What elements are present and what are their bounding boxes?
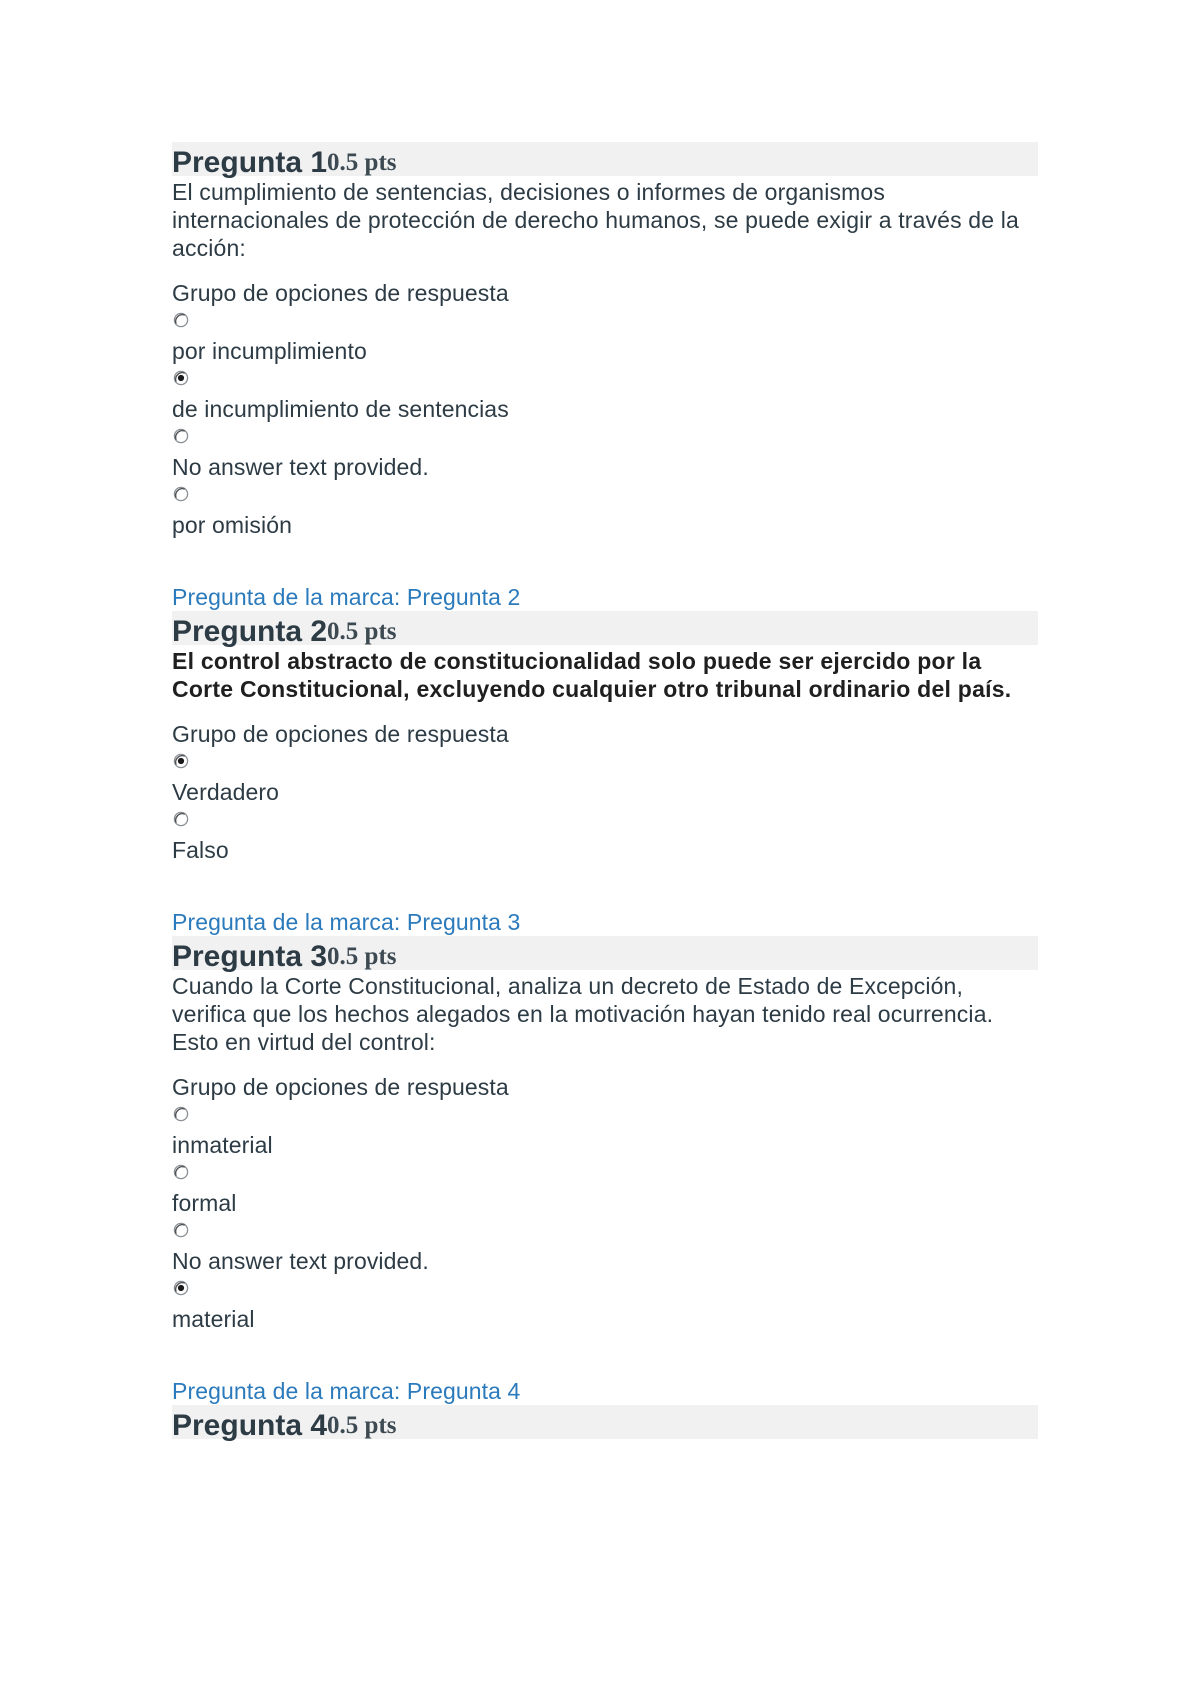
question-3 [172,908,1038,1333]
question-2 [172,583,1038,864]
question-text: Cuando la Corte Constitucional, analiza un decreto de Estado de Excepción, verifica que los hechos alegados en la motivación hayan tenido real ocurrencia. Esto en virtud del control: [172,973,994,1055]
answer-option[interactable] [172,811,1038,864]
radio-empty-icon[interactable] [173,428,189,444]
question-points: 0.5 pts [327,149,397,176]
radio-selected-icon[interactable] [173,370,189,386]
answer-group-label: Grupo de opciones de respuesta [172,721,509,747]
question-text: El control abstracto de constitucionalidad solo puede ser ejercido por la Corte Constitucional, excluyendo cualquier otro tribunal ordinario del país. [172,648,1012,702]
radio-selected-icon[interactable] [173,753,189,769]
answer-label: No answer text provided. [172,454,429,480]
answer-option[interactable] [172,370,1038,423]
radio-empty-icon[interactable] [173,1106,189,1122]
question-header [172,611,1038,648]
answer-label: material [172,1306,255,1332]
answer-group-label: Grupo de opciones de respuesta [172,1074,509,1100]
radio-empty-icon[interactable] [173,486,189,502]
flag-question-link[interactable]: Pregunta de la marca: Pregunta 4 [172,1378,521,1404]
question-header [172,936,1038,973]
question-header [172,142,1038,179]
question-title: Pregunta 4 [172,1409,328,1442]
question-points: 0.5 pts [327,943,397,970]
answer-group-label: Grupo de opciones de respuesta [172,280,509,306]
radio-empty-icon[interactable] [173,811,189,827]
quiz-page [172,142,1038,1442]
radio-empty-icon[interactable] [173,1222,189,1238]
answer-label: de incumplimiento de sentencias [172,396,509,422]
flag-question-link[interactable]: Pregunta de la marca: Pregunta 2 [172,584,521,610]
answer-option[interactable] [172,486,1038,539]
question-1 [172,142,1038,539]
radio-empty-icon[interactable] [173,1164,189,1180]
question-header [172,1405,1038,1442]
answer-group [172,753,1038,864]
answer-label: formal [172,1190,237,1216]
question-points: 0.5 pts [327,618,397,645]
question-points: 0.5 pts [327,1412,397,1439]
answer-option[interactable] [172,312,1038,365]
answer-option[interactable] [172,428,1038,481]
answer-option[interactable] [172,753,1038,806]
question-4 [172,1377,1038,1442]
answer-label: Falso [172,837,229,863]
answer-option[interactable] [172,1164,1038,1217]
answer-label: por incumplimiento [172,338,367,364]
question-title: Pregunta 2 [172,615,328,648]
answer-label: inmaterial [172,1132,273,1158]
answer-option[interactable] [172,1222,1038,1275]
answer-label: por omisión [172,512,292,538]
answer-group [172,312,1038,539]
question-title: Pregunta 1 [172,146,328,179]
radio-selected-icon[interactable] [173,1280,189,1296]
answer-option[interactable] [172,1280,1038,1333]
radio-empty-icon[interactable] [173,312,189,328]
answer-group [172,1106,1038,1333]
question-title: Pregunta 3 [172,940,328,973]
question-text: El cumplimiento de sentencias, decisiones o informes de organismos internacionales de protección de derecho humanos, se puede exigir a través de la acción: [172,179,1019,261]
answer-label: Verdadero [172,779,280,805]
answer-option[interactable] [172,1106,1038,1159]
answer-label: No answer text provided. [172,1248,429,1274]
flag-question-link[interactable]: Pregunta de la marca: Pregunta 3 [172,909,521,935]
